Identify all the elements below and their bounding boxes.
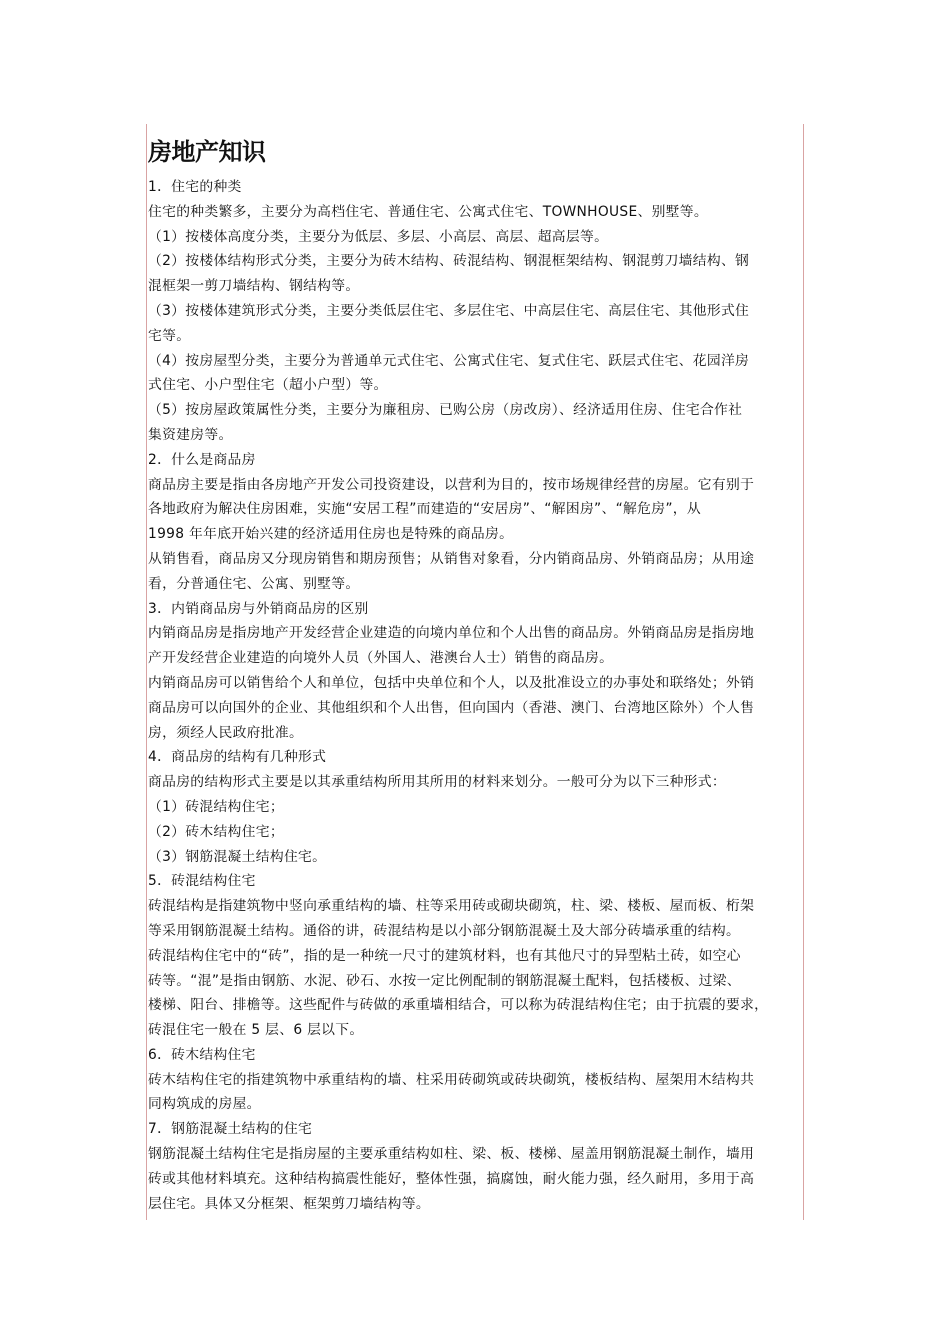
paragraph-line: 混框架一剪刀墙结构、钢结构等。 — [148, 278, 360, 295]
document-title: 房地产知识 — [148, 138, 266, 166]
paragraph-line: 同构筑成的房屋。 — [148, 1096, 261, 1113]
paragraph-line: 砖等。“混”是指由钢筋、水泥、砂石、水按一定比例配制的钢筋混凝土配料，包括楼板、过梁、 — [148, 972, 741, 989]
paragraph-line: 住宅的种类繁多，主要分为高档住宅、普通住宅、公寓式住宅、TOWNHOUSE、别墅等。 — [148, 203, 708, 220]
paragraph-line: 从销售看，商品房又分现房销售和期房预售；从销售对象看，分内销商品房、外销商品房；从用途 — [148, 550, 755, 567]
paragraph-line: 产开发经营企业建造的向境外人员（外国人、港澳台人士）销售的商品房。 — [148, 650, 614, 667]
paragraph-line: 砖混结构住宅中的“砖”，指的是一种统一尺寸的建筑材料，也有其他尺寸的异型粘土砖，如空心 — [148, 947, 741, 964]
paragraph-line: 砖混结构是指建筑物中竖向承重结构的墙、柱等采用砖或砌块砌筑，柱、梁、楼板、屋而板、桁架 — [148, 898, 755, 915]
paragraph-line: 商品房主要是指由各房地产开发公司投资建设，以营利为目的，按市场规律经营的房屋。它有别于 — [148, 476, 755, 493]
paragraph-line: 钢筋混凝土结构住宅是指房屋的主要承重结构如柱、梁、板、楼梯、屋盖用钢筋混凝土制作，墙用 — [148, 1146, 755, 1163]
paragraph-line: 商品房可以向国外的企业、其他组织和个人出售，但向国内（香港、澳门、台湾地区除外）个人售 — [148, 699, 755, 716]
document-body — [148, 135, 804, 1216]
paragraph-line: （5）按房屋政策属性分类，主要分为廉租房、已购公房（房改房）、经济适用住房、住宅合作社 — [148, 402, 743, 419]
paragraph-line: （2）按楼体结构形式分类，主要分为砖木结构、砖混结构、钢混框架结构、钢混剪刀墙结构、钢 — [148, 253, 750, 270]
paragraph-line: （2）砖木结构住宅； — [148, 823, 284, 840]
text-lines — [148, 175, 804, 1216]
paragraph-line: （1）按楼体高度分类，主要分为低层、多层、小高层、高层、超高层等。 — [148, 228, 609, 245]
section-heading: 6．砖木结构住宅 — [148, 1046, 256, 1063]
paragraph-line: 各地政府为解决住房困难，实施“安居工程”而建造的“安居房”、“解困房”、“解危房”，从 — [148, 501, 701, 518]
paragraph-line: （3）按楼体建筑形式分类，主要分类低层住宅、多层住宅、中高层住宅、高层住宅、其他形式住 — [148, 302, 750, 319]
section-heading: 4．商品房的结构有几种形式 — [148, 749, 327, 766]
paragraph-line: 房，须经人民政府批准。 — [148, 724, 304, 741]
section-heading: 5．砖混结构住宅 — [148, 873, 256, 890]
paragraph-line: 集资建房等。 — [148, 426, 233, 443]
paragraph-line: 式住宅、小户型住宅（超小户型）等。 — [148, 377, 388, 394]
section-heading: 1．住宅的种类 — [148, 179, 242, 195]
paragraph-line: 等采用钢筋混凝土结构。通俗的讲，砖混结构是以小部分钢筋混凝土及大部分砖墙承重的结构。 — [148, 922, 741, 939]
paragraph-line: （1）砖混结构住宅； — [148, 798, 284, 815]
section-heading: 7．钢筋混凝土结构的住宅 — [148, 1121, 313, 1138]
paragraph-line: （4）按房屋型分类，主要分为普通单元式住宅、公寓式住宅、复式住宅、跃层式住宅、花园洋房 — [148, 352, 750, 369]
paragraph-line: 1998 年年底开始兴建的经济适用住房也是特殊的商品房。 — [148, 526, 514, 543]
section-heading: 2．什么是商品房 — [148, 451, 256, 468]
paragraph-line: 砖混住宅一般在 5 层、6 层以下。 — [148, 1022, 364, 1039]
paragraph-line: 楼梯、阳台、排檐等。这些配件与砖做的承重墙相结合，可以称为砖混结构住宅；由于抗震的要求， — [148, 997, 769, 1014]
paragraph-line: 砖木结构住宅的指建筑物中承重结构的墙、柱采用砖砌筑或砖块砌筑，楼板结构、屋架用木结构共 — [148, 1071, 755, 1088]
paragraph-line: 商品房的结构形式主要是以其承重结构所用其所用的材料来划分。一般可分为以下三种形式： — [148, 774, 726, 791]
paragraph-line: 层住宅。具体又分框架、框架剪刀墙结构等。 — [148, 1195, 430, 1212]
section-heading: 3．内销商品房与外销商品房的区别 — [148, 600, 369, 617]
paragraph-line: 宅等。 — [148, 327, 191, 344]
paragraph-line: 看，分普通住宅、公寓、别墅等。 — [148, 575, 360, 592]
paragraph-line: 砖或其他材料填充。这种结构搞震性能好，整体性强，搞腐蚀，耐火能力强，经久耐用，多用于高 — [148, 1170, 755, 1187]
paragraph-line: 内销商品房可以销售给个人和单位，包括中央单位和个人，以及批准设立的办事处和联络处；外销 — [148, 674, 755, 691]
paragraph-line: （3）钢筋混凝土结构住宅。 — [148, 848, 327, 865]
paragraph-line: 内销商品房是指房地产开发经营企业建造的向境内单位和个人出售的商品房。外销商品房是指房地 — [148, 625, 755, 642]
